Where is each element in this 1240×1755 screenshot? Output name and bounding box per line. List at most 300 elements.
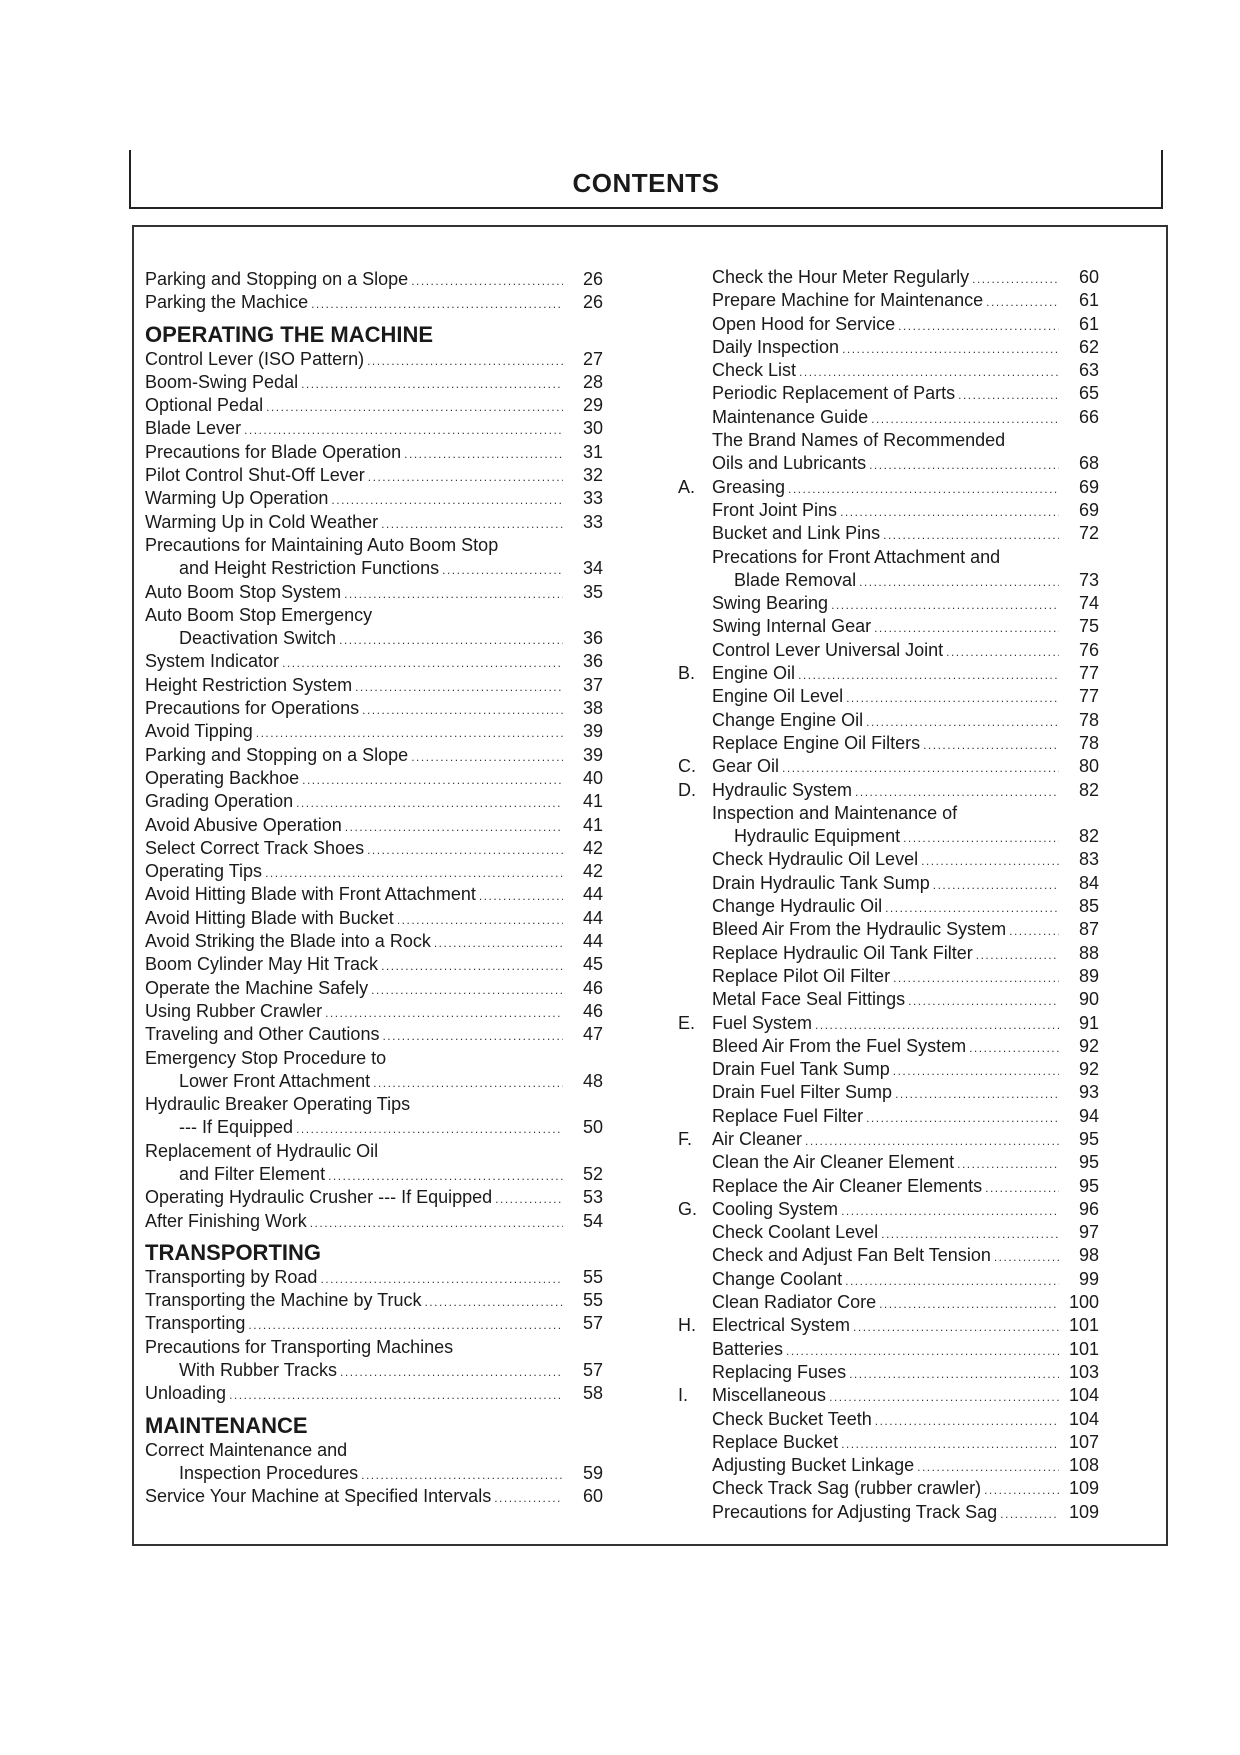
toc-entry: [678, 266, 1099, 289]
toc-entry-text: Check and Adjust Fan Belt Tension: [712, 1245, 991, 1266]
toc-entry: [145, 790, 603, 813]
toc-page-number: 31: [582, 441, 603, 462]
toc-entry-text: Replace Engine Oil Filters: [712, 732, 921, 753]
toc-page-number: 68: [1078, 453, 1099, 474]
toc-entry-text: After Finishing Work: [145, 1210, 307, 1231]
toc-entry-text: Precautions for Transporting Machines: [145, 1336, 454, 1357]
toc-leader-dots: [853, 1316, 1059, 1339]
toc-entry: [678, 1081, 1099, 1104]
toc-entry-line: [145, 1140, 603, 1163]
toc-entry-letter: H.: [678, 1315, 696, 1336]
toc-entry-text: Replace Fuel Filter: [712, 1105, 864, 1126]
toc-entry-line: [678, 802, 1099, 825]
toc-entry-text: Replace Pilot Oil Filter: [712, 965, 891, 986]
toc-page-number: 65: [1078, 383, 1099, 404]
toc-page-number: 41: [582, 791, 603, 812]
toc-entry-text: --- If Equipped: [179, 1117, 294, 1138]
toc-entry: [145, 394, 603, 417]
toc-section-heading: MAINTENANCE: [145, 1412, 308, 1438]
toc-entry: [678, 1175, 1099, 1198]
toc-leader-dots: [229, 1384, 563, 1407]
toc-leader-dots: [296, 792, 563, 815]
toc-page-number: 73: [1078, 569, 1099, 590]
toc-entry: [678, 289, 1099, 312]
toc-entry: [145, 1070, 603, 1093]
toc-entry-text: Change Hydraulic Oil: [712, 896, 883, 917]
toc-page-number: 40: [582, 767, 603, 788]
toc-entry-letter: B.: [678, 663, 696, 684]
toc-entry-text: Drain Fuel Tank Sump: [712, 1059, 890, 1080]
toc-entry-line: [145, 1439, 603, 1462]
toc-leader-dots: [265, 862, 563, 885]
toc-entry: [145, 1312, 603, 1335]
toc-entry-text: Parking the Machice: [145, 292, 309, 313]
toc-leader-dots: [908, 990, 1059, 1013]
toc-page-number: 35: [582, 581, 603, 602]
toc-page-number: 83: [1078, 849, 1099, 870]
toc-page-number: 44: [582, 884, 603, 905]
toc-leader-dots: [381, 955, 563, 978]
toc-entry-text: Auto Boom Stop Emergency: [145, 604, 373, 625]
toc-entry-text: Warming Up in Cold Weather: [145, 511, 379, 532]
toc-entry: [678, 1105, 1099, 1128]
toc-page-number: 39: [582, 721, 603, 742]
toc-page-number: 82: [1078, 826, 1099, 847]
toc-entry-letter: F.: [678, 1128, 693, 1149]
toc-entry-text: Drain Hydraulic Tank Sump: [712, 872, 930, 893]
toc-page-number: 95: [1078, 1152, 1099, 1173]
toc-leader-dots: [311, 293, 563, 316]
toc-entry-text: Precautions for Maintaining Auto Boom Stop: [145, 534, 499, 555]
toc-entry: [145, 627, 603, 650]
toc-entry: [678, 1058, 1099, 1081]
toc-leader-dots: [371, 979, 563, 1002]
toc-entry: [678, 359, 1099, 382]
toc-entry: [678, 592, 1099, 615]
toc-page-number: 34: [582, 558, 603, 579]
toc-page-number: 100: [1068, 1292, 1099, 1313]
toc-entry-text: Operating Backhoe: [145, 767, 300, 788]
toc-leader-dots: [320, 1268, 563, 1291]
toc-leader-dots: [310, 1212, 563, 1235]
toc-leader-dots: [946, 641, 1059, 664]
toc-page-number: 75: [1078, 616, 1099, 637]
toc-entry-text: The Brand Names of Recommended: [712, 430, 1006, 451]
toc-page-number: 32: [582, 465, 603, 486]
toc-entry: [678, 779, 1099, 802]
toc-page-number: 27: [582, 348, 603, 369]
toc-entry-text: Inspection and Maintenance of: [712, 802, 958, 823]
toc-page-number: 91: [1078, 1012, 1099, 1033]
toc-page-number: 58: [582, 1383, 603, 1404]
toc-page-number: 44: [582, 907, 603, 928]
toc-leader-dots: [874, 617, 1059, 640]
toc-page-number: 92: [1078, 1035, 1099, 1056]
toc-page-number: 50: [582, 1117, 603, 1138]
toc-page-number: 84: [1078, 872, 1099, 893]
toc-leader-dots: [494, 1487, 563, 1510]
toc-entry-line: [145, 1093, 603, 1116]
toc-entry: [145, 674, 603, 697]
toc-entry: [145, 953, 603, 976]
toc-page-number: 42: [582, 837, 603, 858]
toc-page-number: 90: [1078, 989, 1099, 1010]
toc-entry-text: Metal Face Seal Fittings: [712, 989, 906, 1010]
toc-page-number: 46: [582, 977, 603, 998]
toc-leader-dots: [328, 1165, 563, 1188]
toc-leader-dots: [871, 408, 1059, 431]
toc-leader-dots: [893, 1060, 1059, 1083]
toc-entry-text: Using Rubber Crawler: [145, 1000, 323, 1021]
toc-page-number: 69: [1078, 499, 1099, 520]
toc-leader-dots: [883, 524, 1059, 547]
toc-entry-line: [145, 534, 603, 557]
toc-entry-text: Hydraulic Breaker Operating Tips: [145, 1094, 411, 1115]
toc-leader-dots: [879, 1293, 1059, 1316]
toc-leader-dots: [842, 338, 1059, 361]
toc-page-number: 30: [582, 418, 603, 439]
toc-leader-dots: [355, 676, 563, 699]
toc-leader-dots: [244, 419, 563, 442]
toc-leader-dots: [367, 839, 563, 862]
toc-entry: [678, 336, 1099, 359]
toc-entry: [678, 872, 1099, 895]
toc-page-number: 48: [582, 1070, 603, 1091]
toc-leader-dots: [866, 711, 1059, 734]
toc-entry-text: Precautions for Adjusting Track Sag: [712, 1501, 998, 1522]
toc-entry: [145, 1023, 603, 1046]
toc-entry-text: Service Your Machine at Specified Intervals: [145, 1486, 492, 1507]
toc-entry-letter: A.: [678, 476, 696, 497]
toc-leader-dots: [841, 1200, 1059, 1223]
toc-leader-dots: [976, 944, 1059, 967]
toc-page-number: 95: [1078, 1128, 1099, 1149]
toc-leader-dots: [969, 1037, 1059, 1060]
toc-entry-text: Gear Oil: [712, 756, 780, 777]
toc-entry-text: Check the Hour Meter Regularly: [712, 267, 970, 287]
toc-leader-dots: [885, 897, 1059, 920]
toc-entry: [678, 1198, 1099, 1221]
toc-entry-text: With Rubber Tracks: [179, 1360, 338, 1381]
toc-entry-text: Height Restriction System: [145, 674, 353, 695]
toc-page-number: 38: [582, 698, 603, 719]
toc-entry: [145, 860, 603, 883]
toc-entry: [145, 977, 603, 1000]
toc-leader-dots: [362, 699, 563, 722]
toc-leader-dots: [282, 652, 563, 675]
toc-leader-dots: [331, 489, 563, 512]
toc-page-number: 36: [582, 651, 603, 672]
toc-entry-text: Electrical System: [712, 1315, 851, 1336]
toc-entry-text: Change Coolant: [712, 1268, 843, 1289]
toc-entry-text: Change Engine Oil: [712, 709, 864, 730]
toc-entry-text: Clean the Air Cleaner Element: [712, 1152, 955, 1173]
toc-entry: [145, 1266, 603, 1289]
toc-leader-dots: [442, 559, 563, 582]
toc-entry: [678, 452, 1099, 475]
toc-section-heading: OPERATING THE MACHINE: [145, 321, 434, 347]
toc-entry-text: Check Bucket Teeth: [712, 1408, 872, 1429]
toc-entry: [678, 848, 1099, 871]
toc-entry: [678, 685, 1099, 708]
toc-leader-dots: [994, 1246, 1059, 1269]
toc-entry-text: Hydraulic Equipment: [734, 826, 901, 847]
toc-page-number: 45: [582, 954, 603, 975]
toc-entry: [678, 313, 1099, 336]
toc-page-number: 89: [1078, 965, 1099, 986]
toc-entry: [678, 918, 1099, 941]
toc-leader-dots: [846, 687, 1059, 710]
toc-entry: [678, 1035, 1099, 1058]
toc-leader-dots: [923, 734, 1059, 757]
toc-leader-dots: [786, 1340, 1059, 1363]
toc-leader-dots: [1009, 920, 1059, 943]
toc-entry-text: Auto Boom Stop System: [145, 581, 342, 602]
toc-page-number: 77: [1078, 663, 1099, 684]
toc-entry-text: Unloading: [145, 1383, 227, 1404]
toc-leader-dots: [479, 885, 563, 908]
toc-entry-text: Check Track Sag (rubber crawler): [712, 1478, 982, 1499]
toc-entry-text: Lower Front Attachment: [179, 1070, 371, 1091]
toc-entry-line: [678, 546, 1099, 569]
toc-page-number: 55: [582, 1266, 603, 1287]
toc-entry-text: Bleed Air From the Fuel System: [712, 1035, 967, 1056]
toc-entry-text: Check List: [712, 360, 797, 381]
toc-leader-dots: [841, 1433, 1059, 1456]
toc-entry-text: Bleed Air From the Hydraulic System: [712, 919, 1007, 940]
toc-entry: [678, 1338, 1099, 1361]
toc-entry: [678, 1291, 1099, 1314]
toc-leader-dots: [381, 513, 563, 536]
toc-leader-dots: [898, 315, 1059, 338]
toc-entry-text: Swing Bearing: [712, 593, 829, 614]
toc-entry-text: Operating Tips: [145, 861, 263, 882]
toc-page-number: 78: [1078, 709, 1099, 730]
toc-leader-dots: [893, 967, 1059, 990]
toc-leader-dots: [339, 629, 563, 652]
toc-entry: [145, 1210, 603, 1233]
toc-leader-dots: [869, 454, 1059, 477]
toc-page-number: 26: [582, 292, 603, 313]
toc-page-number: 26: [582, 269, 603, 289]
toc-entry: [678, 499, 1099, 522]
toc-leader-dots: [815, 1014, 1059, 1037]
toc-page-number: 37: [582, 674, 603, 695]
toc-page-number: 53: [582, 1187, 603, 1208]
toc-entry-text: Replacement of Hydraulic Oil: [145, 1140, 379, 1161]
toc-entry: [678, 895, 1099, 918]
toc-leader-dots: [917, 1456, 1059, 1479]
toc-entry-text: Parking and Stopping on a Slope: [145, 744, 409, 765]
toc-page-number: 41: [582, 814, 603, 835]
toc-page-number: 109: [1068, 1478, 1099, 1499]
toc-entry: [678, 1431, 1099, 1454]
toc-entry: [678, 1314, 1099, 1337]
toc-leader-dots: [382, 1025, 563, 1048]
toc-page-number: 54: [582, 1210, 603, 1231]
toc-entry-line: [678, 429, 1099, 452]
toc-leader-dots: [985, 1177, 1059, 1200]
toc-page-number: 94: [1078, 1105, 1099, 1126]
toc-leader-dots: [424, 1291, 563, 1314]
toc-leader-dots: [495, 1188, 563, 1211]
toc-entry: [145, 697, 603, 720]
toc-page-number: 62: [1078, 336, 1099, 357]
toc-entry-text: Cooling System: [712, 1198, 839, 1219]
toc-leader-dots: [256, 722, 563, 745]
toc-entry: [145, 1462, 603, 1485]
toc-leader-dots: [788, 478, 1059, 501]
toc-entry-text: Blade Removal: [734, 569, 857, 590]
toc-page-number: 33: [582, 488, 603, 509]
toc-entry-text: Emergency Stop Procedure to: [145, 1047, 387, 1068]
contents-header-box: [129, 150, 1163, 209]
toc-entry-text: Replacing Fuses: [712, 1361, 847, 1382]
toc-entry: [678, 1244, 1099, 1267]
toc-leader-dots: [933, 874, 1059, 897]
toc-entry: [678, 732, 1099, 755]
toc-leader-dots: [972, 268, 1059, 291]
toc-entry: [145, 557, 603, 580]
toc-leader-dots: [986, 291, 1059, 314]
toc-entry-text: Swing Internal Gear: [712, 616, 872, 637]
toc-section-heading: TRANSPORTING: [145, 1239, 321, 1265]
toc-leader-dots: [434, 932, 563, 955]
toc-leader-dots: [340, 1361, 563, 1384]
toc-leader-dots: [849, 1363, 1059, 1386]
toc-entry: [145, 720, 603, 743]
toc-entry: [145, 930, 603, 953]
toc-entry: [678, 615, 1099, 638]
toc-entry-text: Replace Bucket: [712, 1431, 839, 1452]
toc-entry: [678, 639, 1099, 662]
toc-entry: [145, 837, 603, 860]
toc-page-number: 96: [1078, 1198, 1099, 1219]
toc-page-number: 66: [1078, 406, 1099, 427]
toc-page-number: 57: [582, 1360, 603, 1381]
toc-page-number: 101: [1068, 1315, 1099, 1336]
toc-leader-dots: [373, 1072, 563, 1095]
toc-entry: [145, 907, 603, 930]
toc-entry-text: Inspection Procedures: [179, 1462, 359, 1483]
toc-page-number: 61: [1078, 290, 1099, 311]
toc-page-number: 82: [1078, 779, 1099, 800]
toc-entry-text: Miscellaneous: [712, 1385, 827, 1406]
toc-entry-text: Greasing: [712, 476, 786, 497]
toc-entry-text: Replace Hydraulic Oil Tank Filter: [712, 942, 973, 963]
toc-page-number: 59: [582, 1462, 603, 1483]
toc-entry-line: [145, 1047, 603, 1070]
toc-entry: [678, 755, 1099, 778]
toc-entry-text: Hydraulic System: [712, 779, 853, 800]
toc-page-number: 93: [1078, 1082, 1099, 1103]
toc-leader-dots: [875, 1410, 1059, 1433]
toc-entry-text: Operate the Machine Safely: [145, 977, 369, 998]
toc-entry: [678, 1361, 1099, 1384]
toc-entry-text: Precations for Front Attachment and: [712, 546, 1001, 567]
toc-entry: [678, 662, 1099, 685]
toc-entry-text: and Filter Element: [179, 1163, 326, 1184]
toc-leader-dots: [840, 501, 1059, 524]
toc-entry-text: Select Correct Track Shoes: [145, 837, 365, 858]
toc-entry-text: Daily Inspection: [712, 336, 840, 357]
toc-page-number: 47: [582, 1024, 603, 1045]
toc-entry-text: Replace the Air Cleaner Elements: [712, 1175, 983, 1196]
toc-page-number: 98: [1078, 1245, 1099, 1266]
toc-entry-text: Control Lever (ISO Pattern): [145, 348, 365, 369]
toc-entry: [145, 744, 603, 767]
toc-entry: [678, 942, 1099, 965]
toc-page-number: 42: [582, 861, 603, 882]
toc-entry: [145, 1116, 603, 1139]
toc-leader-dots: [831, 594, 1059, 617]
toc-leader-dots: [296, 1118, 563, 1141]
toc-page-number: 101: [1068, 1338, 1099, 1359]
toc-entry: [145, 1359, 603, 1382]
toc-entry: [678, 709, 1099, 732]
toc-page-number: 95: [1078, 1175, 1099, 1196]
toc-page-number: 87: [1078, 919, 1099, 940]
toc-entry: [145, 1186, 603, 1209]
toc-entry-text: and Height Restriction Functions: [179, 558, 440, 579]
toc-entry-text: Deactivation Switch: [179, 628, 337, 649]
toc-entry-text: Oils and Lubricants: [712, 453, 867, 474]
toc-entry-text: Batteries: [712, 1338, 784, 1359]
toc-leader-dots: [855, 781, 1059, 804]
toc-entry-text: Check Coolant Level: [712, 1222, 879, 1243]
toc-entry: [678, 476, 1099, 499]
toc-entry-text: Avoid Hitting Blade with Bucket: [145, 907, 394, 928]
toc-page-number: 72: [1078, 523, 1099, 544]
toc-page-number: 60: [1078, 267, 1099, 287]
toc-entry-text: System Indicator: [145, 651, 280, 672]
toc-page-number: 92: [1078, 1059, 1099, 1080]
toc-entry-letter: C.: [678, 756, 696, 777]
toc-entry: [145, 1163, 603, 1186]
toc-page-number: 29: [582, 395, 603, 416]
toc-entry: [145, 268, 603, 291]
toc-entry-text: Boom Cylinder May Hit Track: [145, 954, 379, 975]
toc-leader-dots: [302, 769, 563, 792]
toc-entry: [678, 1501, 1099, 1524]
toc-entry: [145, 487, 603, 510]
toc-page-number: 104: [1068, 1408, 1099, 1429]
toc-entry-text: Air Cleaner: [712, 1128, 803, 1149]
toc-leader-dots: [859, 571, 1059, 594]
toc-leader-dots: [368, 466, 563, 489]
toc-entry-text: Correct Maintenance and: [145, 1439, 348, 1460]
toc-entry-text: Grading Operation: [145, 791, 294, 812]
toc-page-number: 85: [1078, 896, 1099, 917]
toc-entry: [145, 814, 603, 837]
toc-page-number: 80: [1078, 756, 1099, 777]
toc-page-number: 77: [1078, 686, 1099, 707]
toc-entry: [145, 883, 603, 906]
toc-entry-text: Avoid Striking the Blade into a Rock: [145, 931, 431, 952]
toc-entry: [678, 1454, 1099, 1477]
toc-page-number: 63: [1078, 360, 1099, 381]
toc-entry: [678, 988, 1099, 1011]
toc-leader-dots: [782, 757, 1059, 780]
toc-leader-dots: [895, 1083, 1059, 1106]
toc-entry-text: Clean Radiator Core: [712, 1292, 877, 1313]
toc-page-number: 33: [582, 511, 603, 532]
toc-entry-line: [145, 1336, 603, 1359]
toc-leader-dots: [866, 1107, 1059, 1130]
toc-entry: [678, 1012, 1099, 1035]
toc-leader-dots: [301, 373, 563, 396]
toc-entry: [145, 650, 603, 673]
